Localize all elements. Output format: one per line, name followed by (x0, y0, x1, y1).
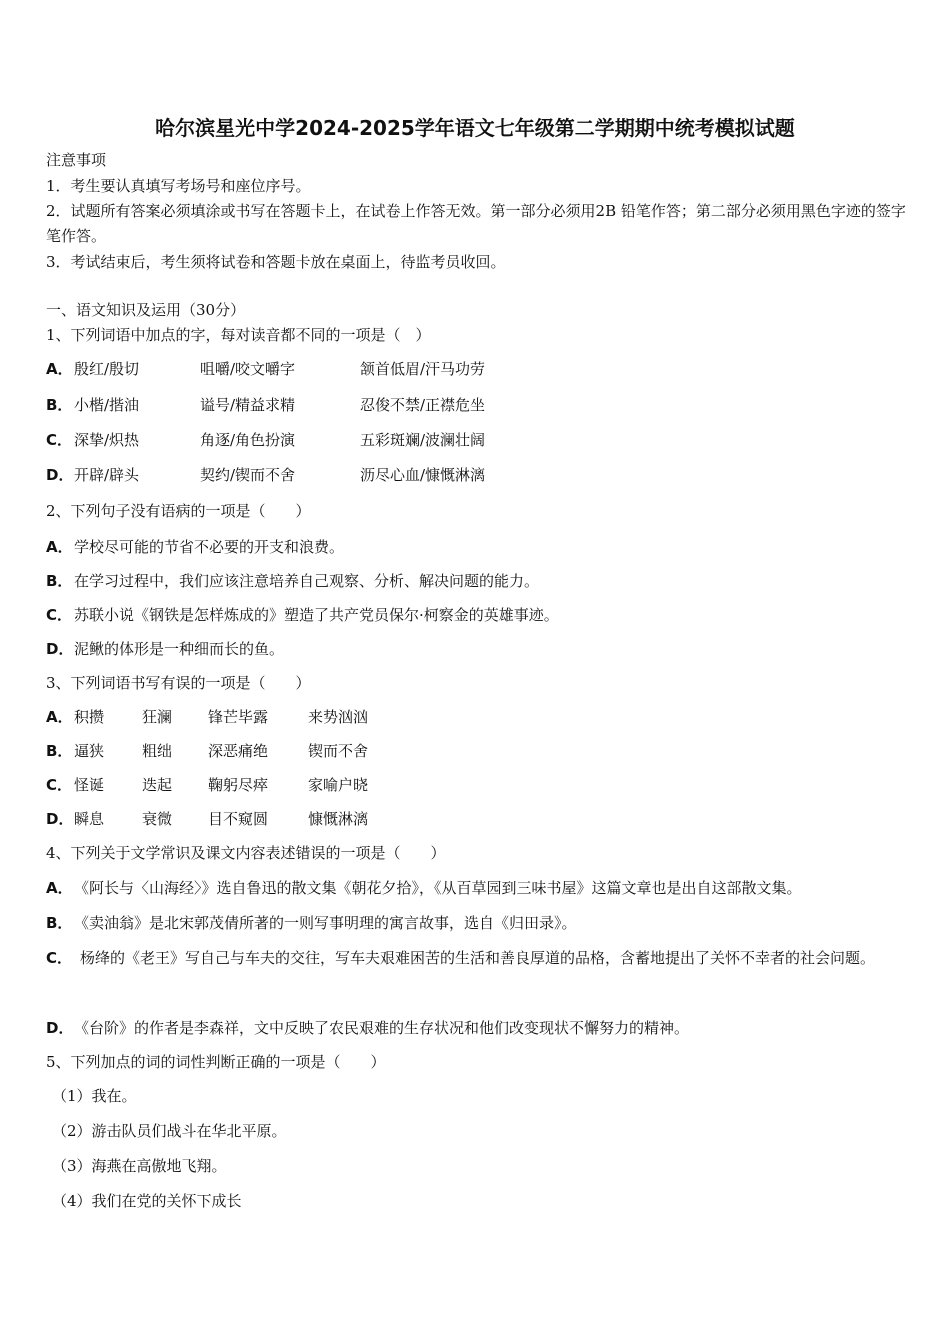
option-label: C． (46, 776, 73, 794)
option-text: 《卖油翁》是北宋郭茂倩所著的一则写事明理的寓言故事，选自《归田录》。 (74, 914, 577, 932)
option-text: 苏联小说《钢铁是怎样炼成的》塑造了共产党员保尔·柯察金的英雄事迹。 (74, 606, 559, 624)
option-word: 深恶痛绝 (208, 742, 269, 760)
option-row (46, 639, 284, 659)
option-word: 目不窥圆 (208, 810, 269, 828)
option-text: 泥鳅的体形是一种细而长的鱼。 (74, 640, 285, 658)
notice-item: 2．试题所有答案必须填涂或书写在答题卡上，在试卷上作答无效。第一部分必须用2B 铅笔作答；第二部分必须用黑色字迹的签字笔作答。 (46, 202, 906, 245)
option-label: C． (46, 606, 73, 624)
option-label: D． (46, 466, 74, 484)
option-word: 逼狭 (74, 742, 105, 760)
option-text: 《阿长与〈山海经〉》选自鲁迅的散文集《朝花夕拾》，《从百草园到三味书屋》这篇文章也是出自这部散文集。 (74, 879, 802, 897)
option-row (46, 878, 802, 898)
option-row (46, 913, 577, 933)
option-row (46, 430, 485, 450)
option-label: B． (46, 914, 73, 932)
option-word: 殷红/殷切 (74, 360, 140, 378)
option-row (46, 605, 559, 625)
option-word: 瞬息 (74, 810, 105, 828)
option-row (46, 359, 485, 379)
option-word: 来势汹汹 (308, 708, 369, 726)
option-word: 忍俊不禁/正襟危坐 (360, 396, 486, 414)
option-row (46, 537, 344, 557)
option-word: 衰微 (142, 810, 173, 828)
option-row (46, 1018, 689, 1038)
option-word: 咀嚼/咬文嚼字 (200, 360, 296, 378)
question-stem: 4、下列关于文学常识及课文内容表述错误的一项是（ ） (46, 844, 446, 862)
option-label: D． (46, 810, 74, 828)
option-word: 沥尽心血/慷慨淋漓 (360, 466, 486, 484)
option-text: 《台阶》的作者是李森祥，文中反映了农民艰难的生存状况和他们改变现状不懈努力的精神。 (74, 1019, 690, 1037)
option-row (46, 465, 485, 485)
option-word: 慷慨淋漓 (308, 810, 369, 828)
option-row (46, 809, 368, 829)
option-word: 狂澜 (142, 708, 173, 726)
option-word: 开辟/辟头 (74, 466, 140, 484)
option-word: 怪诞 (74, 776, 105, 794)
sub-item: （3）海燕在高傲地飞翔。 (52, 1157, 227, 1175)
question-stem: 1、下列词语中加点的字，每对读音都不同的一项是（ ） (46, 326, 431, 344)
option-row (46, 938, 908, 978)
question-stem: 2、下列句子没有语病的一项是（ ） (46, 502, 311, 520)
option-text: 学校尽可能的节省不必要的开支和浪费。 (74, 538, 345, 556)
option-word: 家喻户晓 (308, 776, 369, 794)
option-row (46, 707, 368, 727)
sub-item: （1）我在。 (52, 1087, 137, 1105)
option-word: 迭起 (142, 776, 173, 794)
option-row (46, 395, 485, 415)
page-title: 哈尔滨星光中学2024-2025学年语文七年级第二学期期中统考模拟试题 (155, 116, 795, 140)
option-word: 锋芒毕露 (208, 708, 269, 726)
option-label: B． (46, 742, 73, 760)
option-word: 鞠躬尽瘁 (208, 776, 269, 794)
option-word: 积攒 (74, 708, 105, 726)
option-word: 角逐/角色扮演 (200, 431, 296, 449)
option-label: B． (46, 572, 73, 590)
option-label: D． (46, 640, 74, 658)
option-word: 锲而不舍 (308, 742, 369, 760)
option-row (46, 741, 368, 761)
option-word: 粗绌 (142, 742, 173, 760)
question-stem: 5、下列加点的词的词性判断正确的一项是（ ） (46, 1053, 386, 1071)
notice-item: 1．考生要认真填写考场号和座位序号。 (46, 177, 311, 195)
option-text: 在学习过程中，我们应该注意培养自己观察、分析、解决问题的能力。 (74, 572, 540, 590)
option-label: D． (46, 1019, 74, 1037)
option-text: 杨绛的《老王》写自己与车夫的交往，写车夫艰难困苦的生活和善良厚道的品格，含蓄地提出了关怀不幸者的社会问题。 (80, 949, 876, 967)
option-label: A． (46, 538, 73, 556)
option-label: B． (46, 396, 73, 414)
sub-item: （2）游击队员们战斗在华北平原。 (52, 1122, 287, 1140)
option-word: 小楷/揩油 (74, 396, 140, 414)
option-label: A． (46, 708, 73, 726)
option-word: 深挚/炽热 (74, 431, 140, 449)
question-stem: 3、下列词语书写有误的一项是（ ） (46, 674, 311, 692)
option-label: C． (46, 949, 73, 967)
option-label: A． (46, 879, 73, 897)
option-label: C． (46, 431, 73, 449)
option-row (46, 571, 539, 591)
option-word: 契约/锲而不舍 (200, 466, 296, 484)
section-heading: 一、语文知识及运用（30分） (46, 301, 246, 319)
sub-item: （4）我们在党的关怀下成长 (52, 1192, 242, 1210)
option-row (46, 775, 368, 795)
option-label: A． (46, 360, 73, 378)
option-word: 颔首低眉/汗马功劳 (360, 360, 486, 378)
notice-item: 3．考试结束后，考生须将试卷和答题卡放在桌面上，待监考员收回。 (46, 253, 506, 271)
option-word: 谥号/精益求精 (200, 396, 296, 414)
notice-heading: 注意事项 (46, 151, 107, 169)
option-word: 五彩斑斓/波澜壮阔 (360, 431, 486, 449)
